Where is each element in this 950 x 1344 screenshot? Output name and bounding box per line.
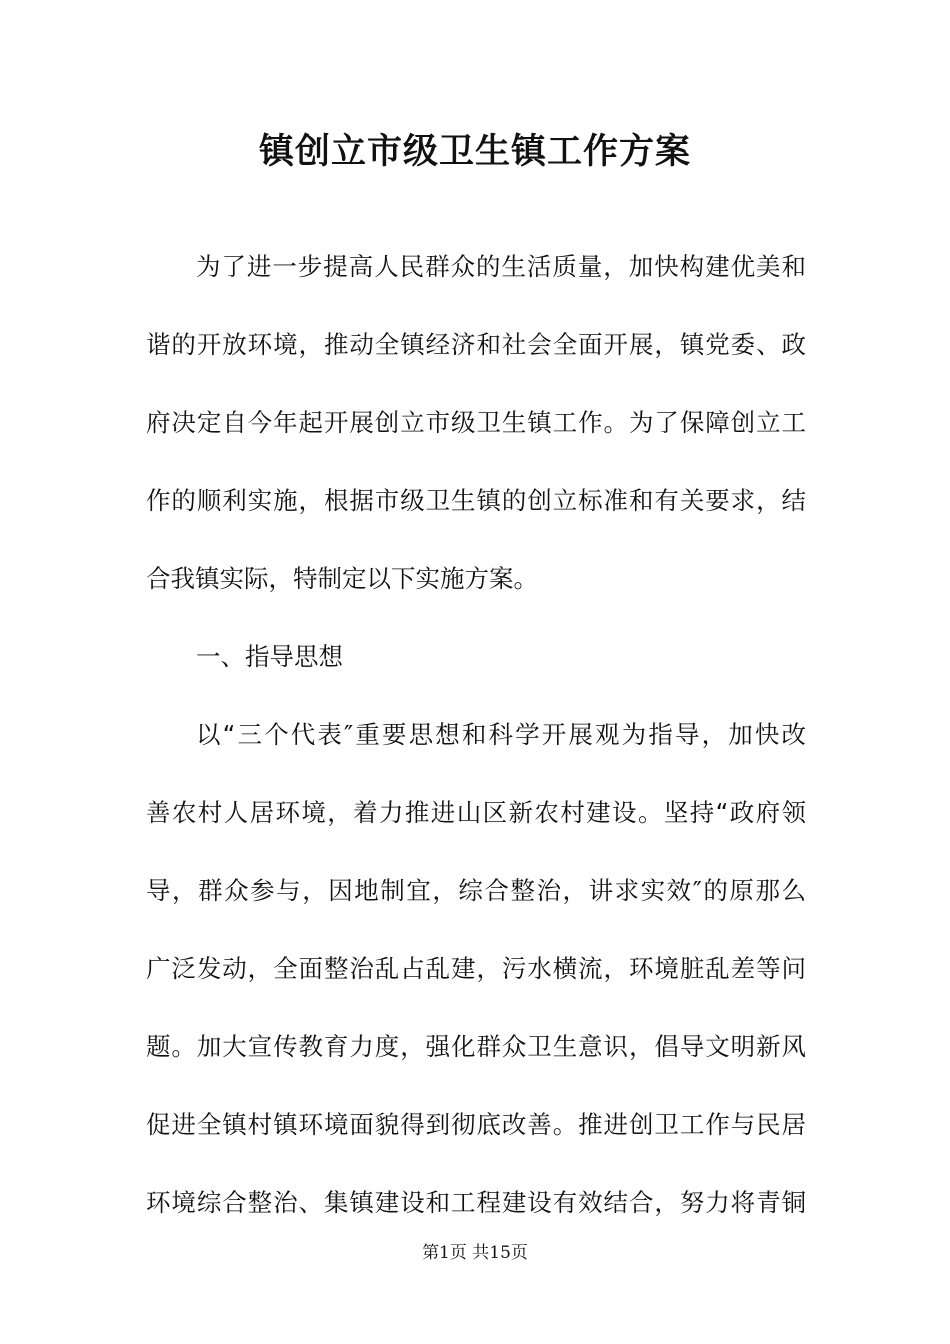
document-title: 镇创立市级卫生镇工作方案: [258, 131, 691, 172]
paragraph-line: 合我镇实际，特制定以下实施方案。: [146, 564, 538, 593]
paragraph-line: 广泛发动，全面整治乱占乱建，污水横流，环境脏乱差等问: [146, 954, 806, 983]
paragraph-line: 府决定自今年起开展创立市级卫生镇工作。为了保障创立工: [146, 408, 806, 437]
paragraph-line: 环境综合整治、集镇建设和工程建设有效结合，努力将青铜: [146, 1188, 806, 1217]
paragraph-line: 善农村人居环境，着力推进山区新农村建设。坚持“政府领: [146, 798, 806, 827]
paragraph-line: 作的顺利实施，根据市级卫生镇的创立标准和有关要求，结: [146, 486, 806, 515]
section-heading: 一、指导思想: [196, 642, 343, 671]
paragraph-line: 谐的开放环境，推动全镇经济和社会全面开展，镇党委、政: [146, 330, 806, 359]
paragraph-line: 题。加大宣传教育力度，强化群众卫生意识，倡导文明新风: [146, 1032, 806, 1061]
document-body: [146, 228, 806, 1242]
paragraph-line: 促进全镇村镇环境面貌得到彻底改善。推进创卫工作与民居: [146, 1110, 806, 1139]
paragraph-line: 为了进一步提高人民群众的生活质量，加快构建优美和: [196, 252, 806, 281]
paragraph-line: 导，群众参与，因地制宜，综合整治，讲求实效″的原那么: [146, 876, 806, 905]
page-number-footer: 第1页 共15页: [422, 1243, 528, 1263]
paragraph-line: 以“三个代表″重要思想和科学开展观为指导，加快改: [196, 720, 806, 749]
